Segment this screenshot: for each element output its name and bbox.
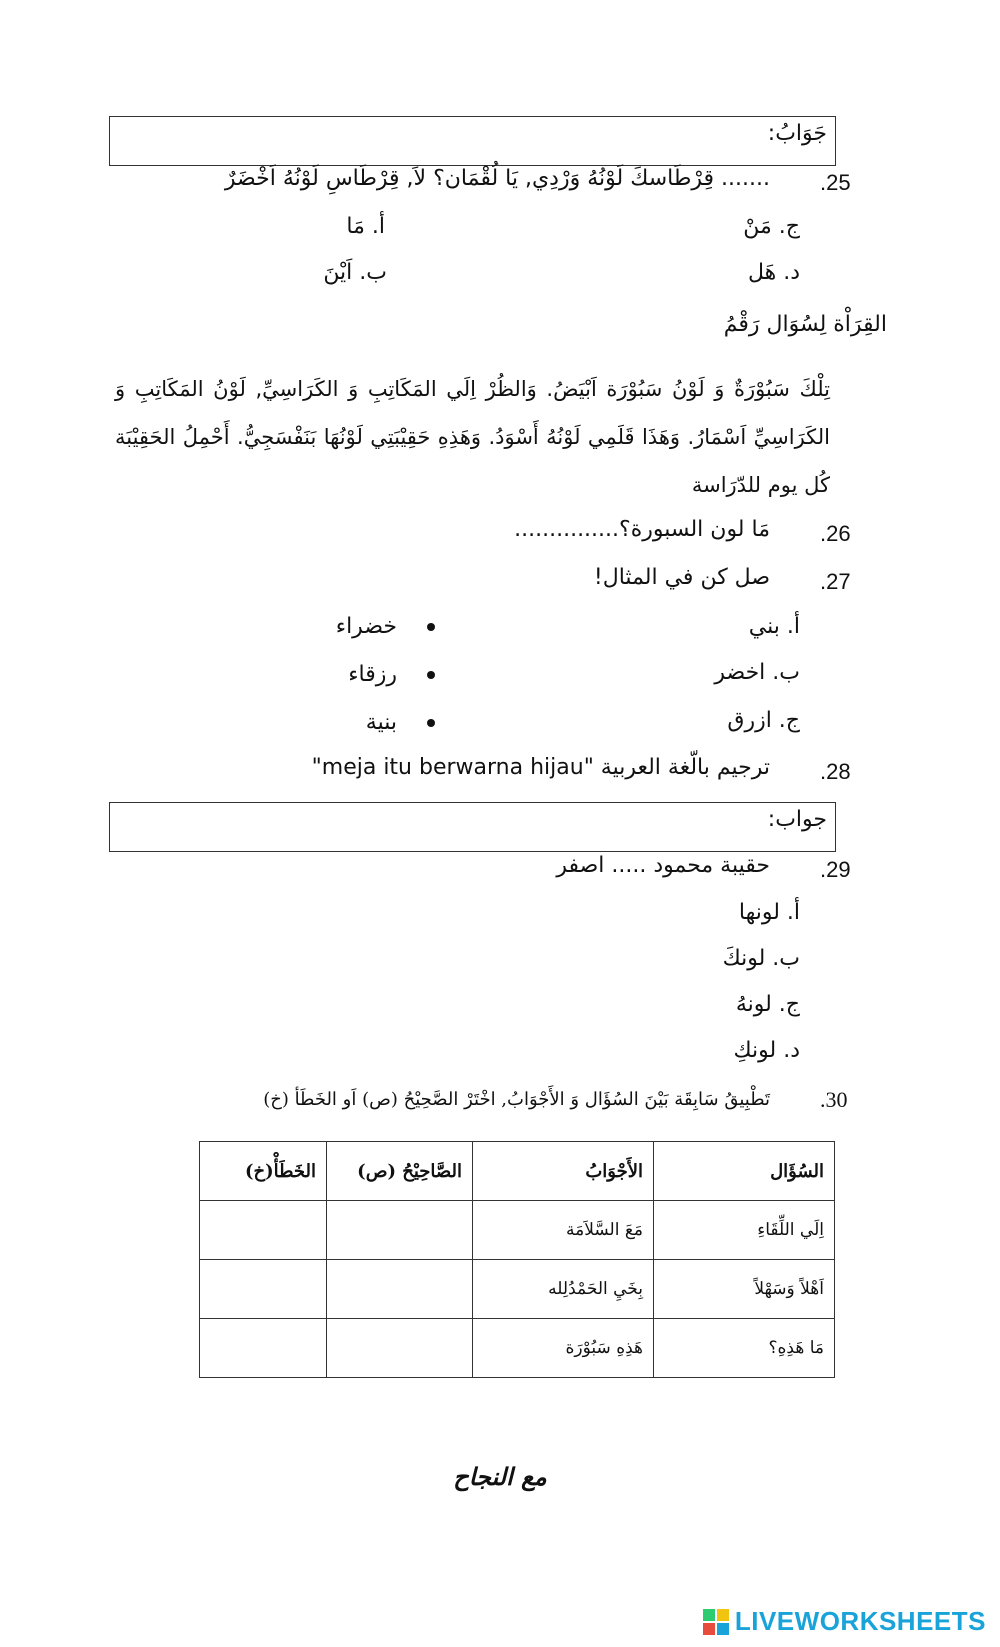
question-cell: اِلَي اللِّقَاءِ — [654, 1201, 835, 1260]
correct-cell[interactable] — [327, 1319, 473, 1378]
question-text: ....... قِرْطَاسكَ لَوْنُهُ وَرْدِي, يَا لُقْمَان؟ لاَ, قِرْطَاسِ لَوْنُهُ اَخْضَرٌ — [224, 166, 770, 191]
option-a[interactable]: أ. لونها — [738, 900, 800, 925]
bullet-icon — [427, 671, 435, 679]
closing-text: مع النجاح — [453, 1462, 547, 1491]
question-text: صل كن في المثال! — [593, 565, 770, 590]
match-right-item[interactable] — [366, 710, 435, 735]
table-row — [200, 1260, 835, 1319]
table-row — [200, 1319, 835, 1378]
question-number: .28 — [820, 759, 851, 784]
question-number: .25 — [820, 170, 851, 195]
answer-label: جَوَابُ: — [767, 121, 827, 146]
match-right-label: بنية — [365, 710, 397, 735]
question-cell: اَهْلاً وَسَهْلاً — [654, 1260, 835, 1319]
answer-cell: هَذِهِ سَبُوْرَة — [473, 1319, 654, 1378]
bullet-icon — [427, 719, 435, 727]
reading-heading: القِرَاْة لِسُوَال رَقْمُ — [723, 312, 887, 337]
question-text: حقيبة محمود ..... اصفر — [556, 853, 770, 878]
table-row — [200, 1201, 835, 1260]
bullet-icon — [427, 623, 435, 631]
column-header-answer: الأَجْوَابُ — [473, 1142, 654, 1201]
correct-cell[interactable] — [327, 1201, 473, 1260]
answer-label: جواب: — [767, 807, 827, 832]
match-right-label: رزقاء — [348, 662, 397, 687]
answer-box-2[interactable] — [109, 802, 836, 852]
wrong-cell[interactable] — [200, 1319, 327, 1378]
match-right-item[interactable] — [336, 614, 435, 639]
logo-mark-icon — [703, 1609, 729, 1635]
question-number: .29 — [820, 857, 851, 882]
correct-cell[interactable] — [327, 1260, 473, 1319]
logo-text: LIVEWORKSHEETS — [734, 1606, 986, 1636]
option-d[interactable]: د. هَل — [747, 260, 800, 285]
match-left-item[interactable]: ب. اخضر — [714, 660, 800, 685]
question-number: .27 — [820, 569, 851, 594]
question-text: تَطْبِيقُ سَابِقَة بَيْنَ السُؤَال وَ الأَجْوَابُ, اخْتَرْ الصَّحِيْحُ (ص) اَو الخَطَأ (خ) — [263, 1089, 770, 1110]
liveworksheets-logo — [703, 1606, 986, 1637]
option-b[interactable]: ب. لونكَ — [722, 946, 800, 971]
answer-cell: مَعَ السَّلاَمَة — [473, 1201, 654, 1260]
column-header-question: السُؤَال — [654, 1142, 835, 1201]
option-b[interactable]: ب. اَيْنَ — [323, 260, 387, 285]
question-number: .26 — [820, 521, 851, 546]
match-left-item[interactable]: ج. ازرق — [727, 708, 800, 733]
question-cell: مَا هَذِهِ؟ — [654, 1319, 835, 1378]
table-header-row — [200, 1142, 835, 1201]
match-right-label: خضراء — [335, 614, 397, 639]
match-left-item[interactable]: أ. بني — [748, 614, 800, 639]
option-c[interactable]: ج. مَنْ — [743, 214, 800, 239]
column-header-correct: الصَّاحِيْحُ (ص) — [327, 1142, 473, 1201]
question-text: مَا لون السبورة؟............... — [514, 517, 770, 542]
question-text: ترجيم بالّغة العربية "meja itu berwarna hijau" — [311, 755, 770, 780]
match-right-item[interactable] — [348, 662, 435, 687]
wrong-cell[interactable] — [200, 1260, 327, 1319]
reading-passage: تِلْكَ سَبُوْرَةٌ وَ لَوْنُ سَبُوْرَة اَبْيَضُ. وَالظُرْ اِلَي المَكَاتِبِ وَ الكَرَاسِيِّ, لَوْنُ المَكَاتِبِ وَ الكَرَاسِيِّ اَسْمَارُ. وَهَذَا قَلَمِي لَوْنُهُ أَسْوَدُ. وَهَذِهِ حَقِيْبَتِي لَوْنُهَا بَنَفْسَجِيُّ. أَحْمِلُ الحَقِيْبَة كُل يوم للدّرَاسة — [115, 377, 830, 497]
option-a[interactable]: أ. مَا — [346, 214, 385, 239]
column-header-wrong: الخَطَأْ(خ) — [200, 1142, 327, 1201]
option-c[interactable]: ج. لونهُ — [735, 992, 800, 1017]
answer-box-1[interactable] — [109, 116, 836, 166]
option-d[interactable]: د. لونكِ — [733, 1038, 800, 1063]
answer-cell: بِخَيِ الحَمْدُلِله — [473, 1260, 654, 1319]
wrong-cell[interactable] — [200, 1201, 327, 1260]
question-number: .30 — [820, 1087, 848, 1112]
true-false-table — [199, 1141, 835, 1378]
